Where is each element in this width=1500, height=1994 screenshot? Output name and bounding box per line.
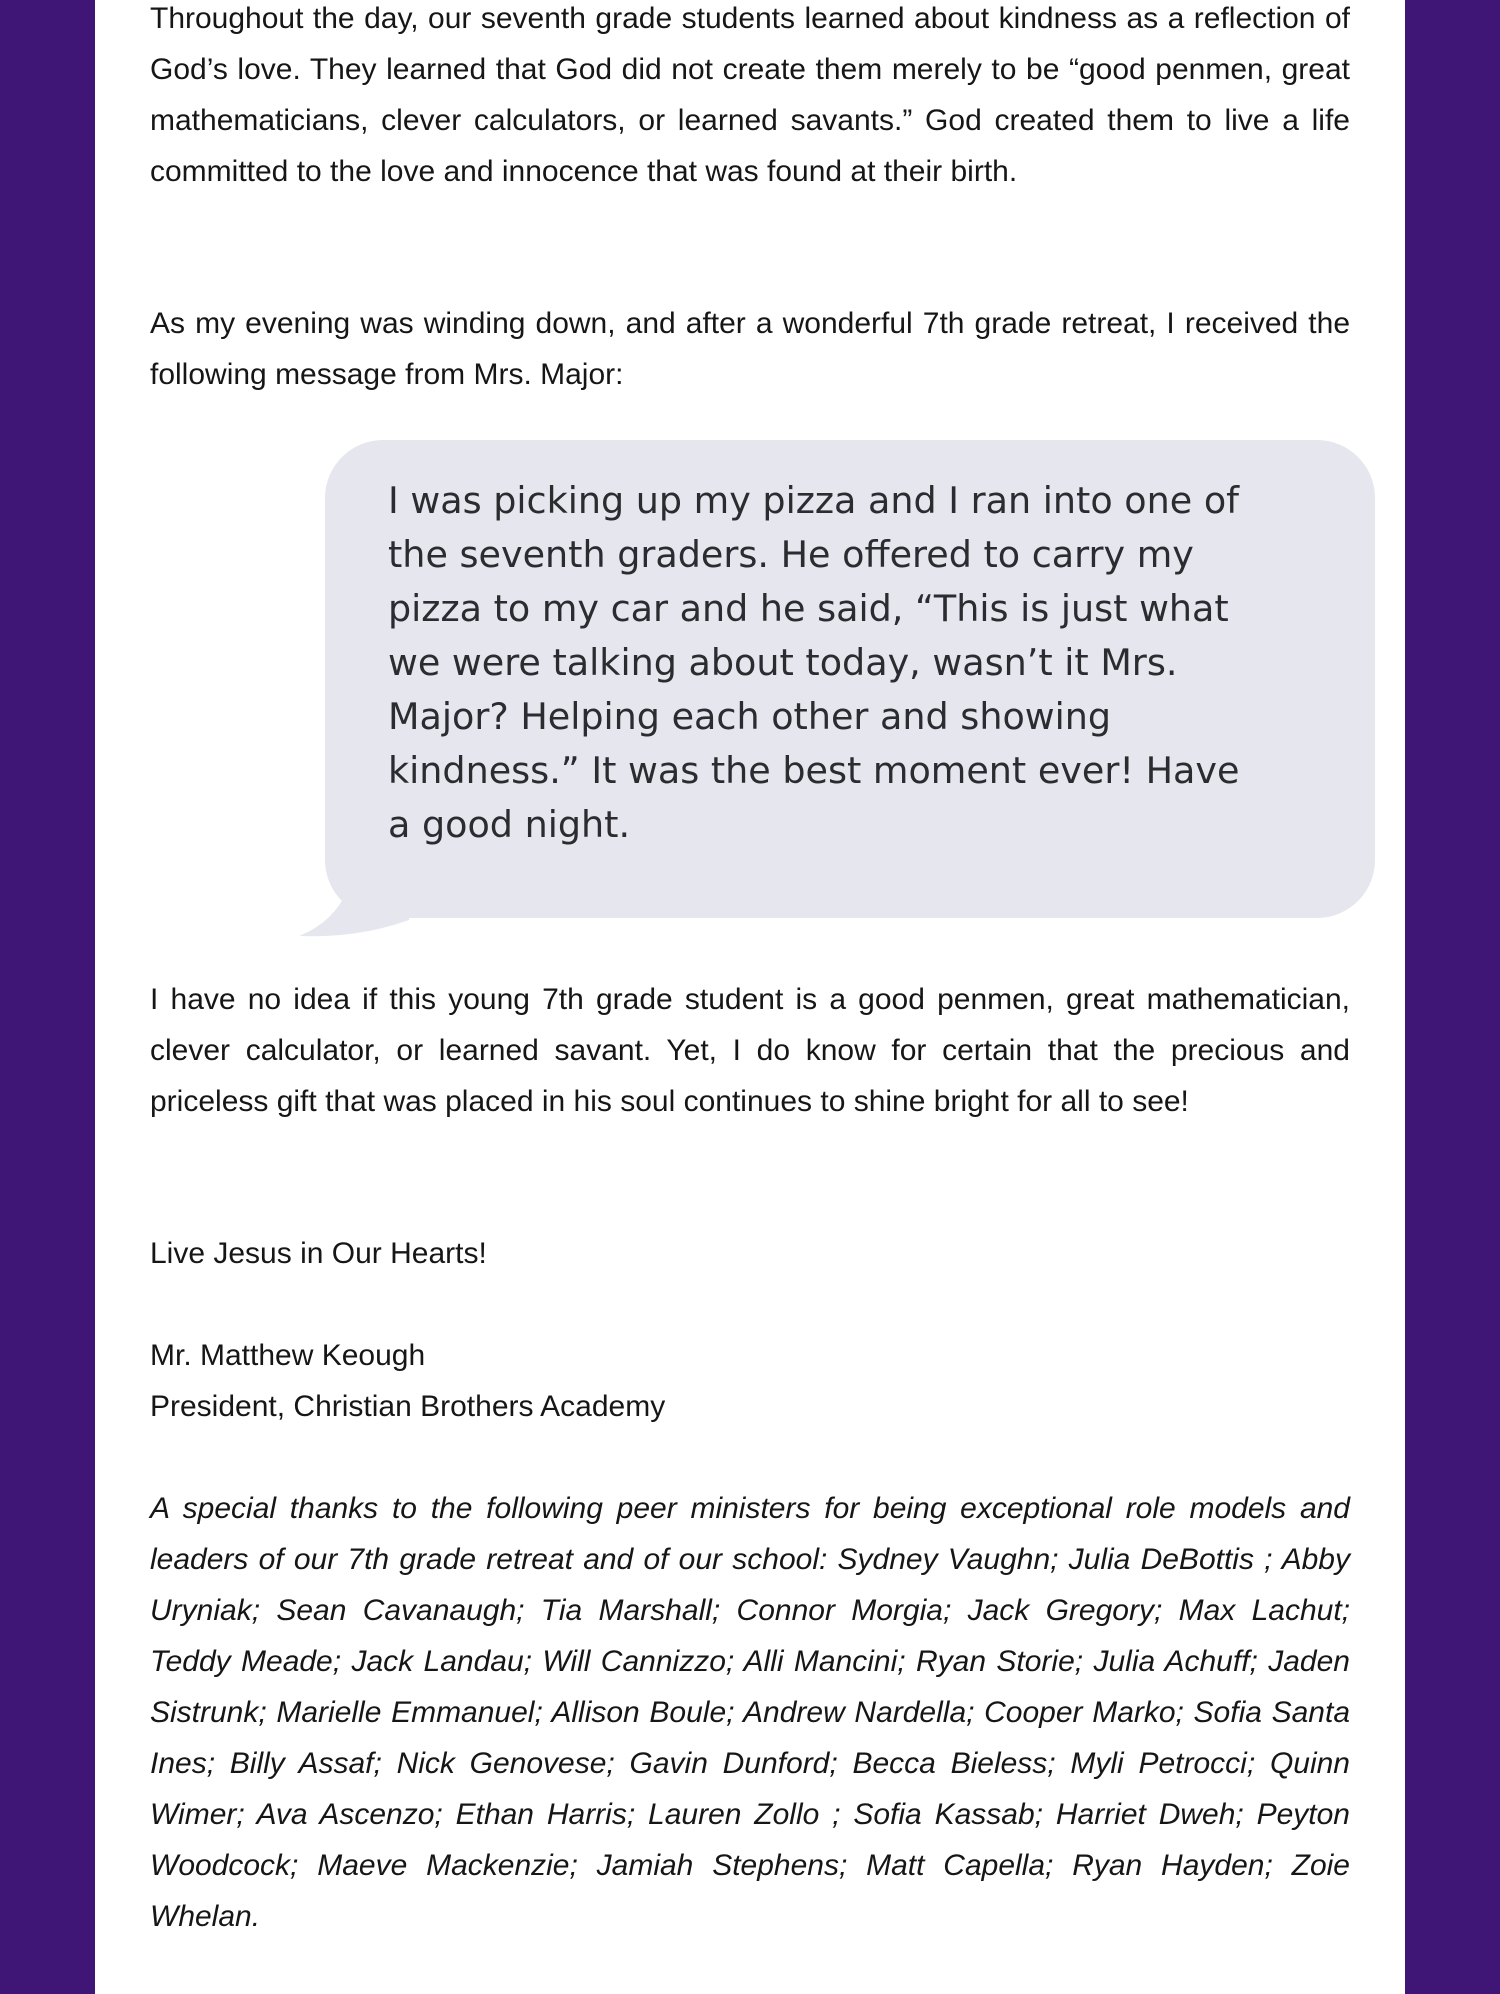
paragraph-evening-message-intro: As my evening was winding down, and after a wonderful 7th grade retreat, I received the following message from Mrs. Major: <box>150 307 1350 391</box>
closing-line: Live Jesus in Our Hearts! <box>150 1237 487 1270</box>
message-text: I was picking up my pizza and I ran into one of the seventh graders. He offered to carry my pizza to my car and he said, “This is just what we were talking about today, wasn’t it Mrs. Major? Helping each other and showing kindness.” It was the best moment ever! Have a good night. <box>388 479 1240 846</box>
newsletter-page <box>95 0 1405 1994</box>
paragraph-reflection: I have no idea if this young 7th grade student is a good penmen, great mathematician, clever calculator, or learned savant. Yet, I do know for certain that the precious and priceless gift that was placed in his soul continues to shine bright for all to see! <box>150 983 1350 1118</box>
text-message-screenshot <box>205 440 1385 940</box>
thanks-note: A special thanks to the following peer ministers for being exceptional role models and leaders of our 7th grade retreat and of our school: Sydney Vaughn; Julia DeBottis ; Abby Uryniak; Sean Cavanaugh; Tia Marshall; Connor Morgia; Jack Gregory; Max Lachut; Teddy Meade; Jack Landau; Will Cannizzo; Alli Mancini; Ryan Storie; Julia Achuff; Jaden Sistrunk; Marielle Emmanuel; Allison Boule; Andrew Nardella; Cooper Marko; Sofia Santa Ines; Billy Assaf; Nick Genovese; Gavin Dunford; Becca Bieless; Myli Petrocci; Quinn Wimer; Ava Ascenzo; Ethan Harris; Lauren Zollo ; Sofia Kassab; Harriet Dweh; Peyton Woodcock; Maeve Mackenzie; Jamiah Stephens; Matt Capella; Ryan Hayden; Zoie Whelan. <box>150 1492 1350 1933</box>
signature-title: President, Christian Brothers Academy <box>150 1390 666 1423</box>
paragraph-retreat-lesson: Throughout the day, our seventh grade students learned about kindness as a reflection of God’s love. They learned that God did not create them merely to be “good penmen, great mathematicians, clever calculators, or learned savants.” God created them to live a life committed to the love and innocence that was found at their birth. <box>150 2 1350 188</box>
signature-name: Mr. Matthew Keough <box>150 1339 426 1372</box>
